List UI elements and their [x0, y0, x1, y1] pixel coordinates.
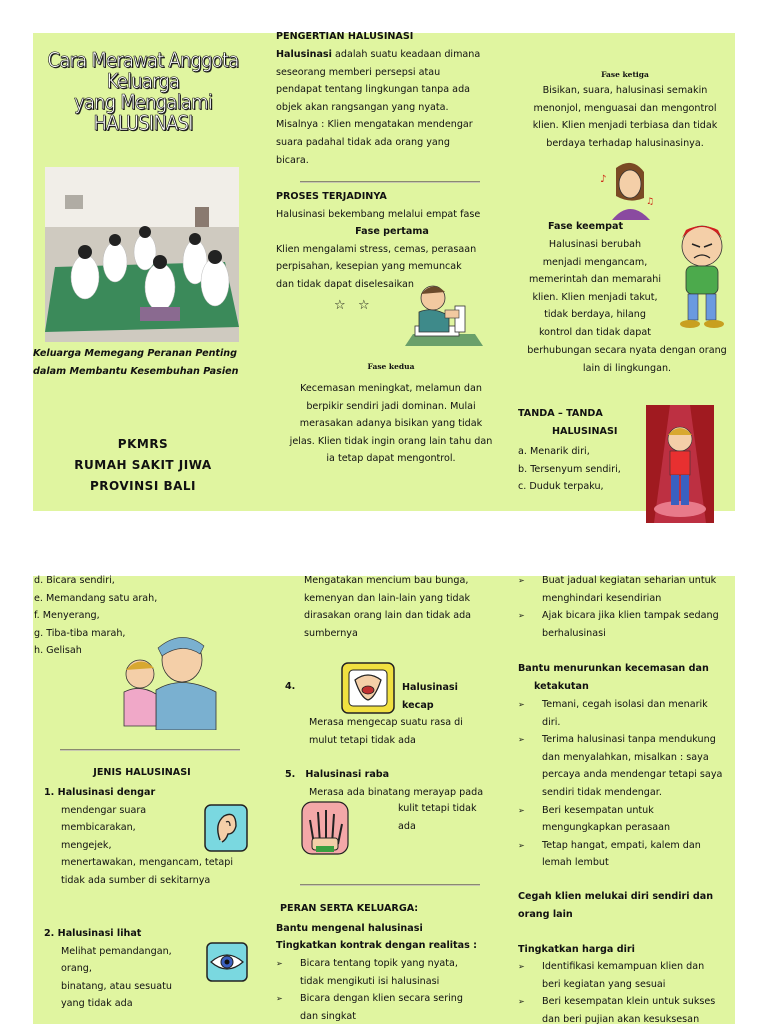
- pengertian-text: seseorang memberi persepsi atau: [276, 66, 441, 78]
- jenis-5-text: kulit tetapi tidak: [398, 803, 477, 814]
- pengertian-text: bicara.: [276, 154, 309, 166]
- fase4-text: klien. Klien menjadi takut,: [532, 291, 658, 303]
- cegah-heading: [518, 888, 740, 923]
- jenis-2-text: yang tidak ada: [61, 998, 133, 1010]
- org-line: PKMRS: [117, 437, 169, 451]
- fase4-text: Halusinasi berubah: [548, 239, 642, 250]
- pengertian-section: [276, 28, 506, 169]
- bullet-text: sendiri tidak mendengar.: [542, 786, 662, 798]
- peran-bullets-1: [276, 955, 506, 1025]
- fase2-text: merasakan adanya bisikan yang tidak: [299, 418, 483, 430]
- cover-title: [30, 50, 256, 134]
- jenis-2-text: binatang, atau sesuatu: [61, 980, 172, 992]
- fase3-text: Bisikan, suara, halusinasi semakin: [542, 85, 708, 96]
- bullet-text: berhalusinasi: [542, 627, 606, 639]
- angry-boy-illustration: [666, 216, 734, 330]
- bullet-text: percaya anda mendengar tetapi saya: [542, 769, 723, 781]
- tanda-item: e. Memandang satu arah,: [34, 592, 158, 604]
- bullet-text: ➢ Buat jadual kegiatan seharian untuk: [542, 575, 717, 586]
- fase2-text: ia tetap dapat mengontrol.: [326, 453, 456, 465]
- tagline-line: Keluarga Memegang Peranan Penting: [33, 348, 237, 359]
- proses-heading: PROSES TERJADINYA: [276, 191, 387, 202]
- tanda-heading-line: TANDA – TANDA: [518, 408, 603, 419]
- fase1-text: perpisahan, kesepian yang memuncak: [276, 261, 462, 273]
- peran-sub2: Tingkatkan kontrak dengan realitas :: [276, 940, 478, 951]
- fase4-text: memerintah dan memarahi: [528, 274, 662, 286]
- section-divider: [300, 181, 480, 183]
- fase1-text: Klien mengalami stress, cemas, perasaan: [276, 243, 477, 255]
- cemas-bullets: [518, 696, 740, 872]
- jenis-5-line1: Merasa ada binatang merayap pada: [309, 787, 484, 798]
- peran-bullet: [518, 572, 738, 607]
- tanda-item: c. Duduk terpaku,: [518, 481, 604, 493]
- tanda-list-top: [518, 443, 648, 496]
- cegah-heading-line: orang lain: [518, 908, 573, 920]
- jenis-3-text: Mengatakan mencium bau bunga,: [304, 575, 469, 586]
- fase4-section-wide: [516, 342, 738, 377]
- harga-bullet: [518, 958, 740, 993]
- jenis-5-section: [398, 800, 518, 835]
- cemas-bullet: [518, 837, 740, 872]
- bullet-text: ➢ Bicara dengan klien secara sering: [300, 993, 463, 1005]
- tanda-item: g. Tiba-tiba marah,: [34, 627, 126, 639]
- peran-bullet: [276, 990, 506, 1025]
- harga-bullets: [518, 958, 740, 1028]
- ear-icon: [204, 804, 248, 852]
- eye-icon: [206, 942, 248, 982]
- jenis-4-text: Merasa mengecap suatu rasa di: [309, 717, 463, 728]
- pengertian-text: objek akan rangsangan yang nyata.: [276, 101, 449, 113]
- cover-title-line: yang Mengalami: [73, 90, 213, 114]
- bullet-text: ➢ Identifikasi kemampuan klien dan: [542, 961, 705, 972]
- tagline-line: dalam Membantu Kesembuhan Pasien: [33, 366, 239, 377]
- jenis-1-text: membicarakan,: [61, 822, 136, 834]
- svg-text:♪: ♪: [600, 174, 607, 185]
- bullet-text: dan beri pujian akan kesuksesan: [542, 1013, 700, 1025]
- harga-heading: Tingkatkan harga diri: [518, 944, 635, 955]
- jenis-3-text: dirasakan orang lain dan tidak ada: [304, 610, 472, 622]
- jenis-5-title: 5. Halusinasi raba: [285, 769, 390, 780]
- pengertian-heading: PENGERTIAN HALUSINASI: [276, 31, 414, 42]
- jenis-1-text: mengejek,: [61, 839, 112, 851]
- cemas-bullet: [518, 731, 740, 801]
- fase4-text: lain di lingkungan.: [582, 362, 672, 374]
- fase2-section: [272, 380, 510, 468]
- fase4-text: kontrol dan tidak dapat: [538, 326, 652, 338]
- fase3-text: berdaya terhadap halusinasinya.: [546, 137, 704, 149]
- pengertian-text: adalah suatu keadaan dimana: [331, 49, 481, 60]
- mouth-taste-icon: [341, 662, 395, 714]
- cover-tagline: [33, 345, 253, 381]
- jenis-4-section: [309, 714, 509, 749]
- tanda-heading-line: HALUSINASI: [552, 425, 618, 437]
- sad-boy-in-spotlight-illustration: [646, 405, 714, 523]
- fase4-text: berhubungan secara nyata dengan orang: [527, 345, 727, 356]
- hearing-voices-woman-illustration: [598, 158, 662, 220]
- fase3-section: [518, 82, 732, 152]
- star-icons: ☆ ☆: [334, 298, 370, 313]
- fase4-section: [520, 236, 670, 342]
- tanda-item: d. Bicara sendiri,: [34, 575, 115, 586]
- pengertian-term: Halusinasi: [276, 49, 332, 60]
- tanda-item: a. Menarik diri,: [518, 446, 590, 457]
- section-divider: [60, 749, 240, 751]
- bullet-text: ➢ Tetap hangat, empati, kalem dan: [542, 839, 701, 851]
- jenis-3-text: sumbernya: [304, 627, 358, 639]
- bullet-text: lemah lembut: [542, 857, 609, 869]
- bullet-text: dan menyalahkan, misalkan : saya: [542, 751, 709, 763]
- fase2-text: berpikir sendiri jadi dominan. Mulai: [306, 400, 476, 412]
- peran-heading: PERAN SERTA KELUARGA:: [280, 903, 419, 914]
- jenis-2-title: 2. Halusinasi lihat: [44, 928, 142, 939]
- organization-name: [33, 434, 253, 497]
- bullet-text: menghindari kesendirian: [542, 592, 662, 604]
- bullet-text: diri.: [542, 716, 561, 728]
- peran-sub1: Bantu mengenal halusinasi: [276, 923, 423, 934]
- jenis-4-title-line: Halusinasi: [402, 682, 458, 693]
- section-divider: [300, 884, 480, 886]
- jenis-1-text: menertawakan, mengancam, tetapi: [61, 857, 234, 869]
- fase1-title: Fase pertama: [355, 226, 429, 238]
- peran-bullets-2: [518, 572, 738, 642]
- jenis-1-text: tidak ada sumber di sekitarnya: [61, 874, 211, 886]
- fase4-title: Fase keempat: [548, 221, 624, 232]
- jenis-1-title: 1. Halusinasi dengar: [44, 787, 156, 798]
- jenis-4-number: 4.: [285, 681, 296, 692]
- cemas-bullet: [518, 802, 740, 837]
- tanda-item: b. Tersenyum sendiri,: [518, 463, 621, 475]
- pengertian-text: suara padahal tidak ada orang yang: [276, 136, 450, 148]
- peran-bullet: [276, 955, 506, 990]
- cegah-heading-line: Cegah klien melukai diri sendiri dan: [518, 891, 714, 902]
- fase4-text: menjadi mengancam,: [542, 256, 648, 268]
- pengertian-line-first: [276, 46, 506, 64]
- fase2-title: Fase kedua: [367, 362, 415, 371]
- jenis-2-text: Melihat pemandangan,: [61, 945, 172, 957]
- jenis-4-title-line: kecap: [402, 699, 434, 711]
- bullet-text: ➢ Terima halusinasi tanpa mendukung: [542, 734, 716, 746]
- tanda-heading: [518, 405, 638, 440]
- bullet-text: beri kegiatan yang sesuai: [542, 978, 666, 990]
- fase2-text: jelas. Klien tidak ingin orang lain tahu dan: [289, 435, 493, 447]
- fase3-text: klien. Klien menjadi terbiasa dan tidak: [532, 120, 718, 132]
- bullet-text: dan singkat: [300, 1010, 356, 1022]
- doctor-and-child-illustration: [112, 630, 218, 730]
- fase3-text: menonjol, menguasai dan mengontrol: [533, 102, 717, 114]
- cemas-heading-line: Bantu menurunkan kecemasan dan: [518, 663, 709, 674]
- cemas-heading-line: ketakutan: [534, 680, 589, 692]
- cemas-heading: [518, 660, 738, 695]
- tanda-item: h. Gelisah: [34, 645, 82, 657]
- org-line: RUMAH SAKIT JIWA: [74, 458, 212, 472]
- fase1-text: dan tidak dapat diselesaikan: [276, 278, 414, 290]
- org-line: PROVINSI BALI: [89, 479, 197, 493]
- fase3-title: Fase ketiga: [601, 70, 649, 79]
- family-group-photo: [45, 167, 239, 342]
- cover-title-line: HALUSINASI: [93, 111, 193, 135]
- jenis-4-title: [402, 679, 458, 714]
- bullet-text: mengungkapkan perasaan: [542, 822, 671, 834]
- fase4-text: tidak berdaya, hilang: [544, 309, 646, 321]
- bullet-text: ➢ Ajak bicara jika klien tampak sedang: [542, 610, 719, 622]
- bullet-text: tidak mengikuti isi halusinasi: [300, 975, 440, 987]
- pengertian-text: pendapat tentang lingkungan tanpa ada: [276, 84, 471, 96]
- jenis-4-text: mulut tetapi tidak ada: [309, 734, 416, 746]
- cover-title-line: Cara Merawat Anggota Keluarga: [47, 48, 239, 93]
- bullet-text: ➢ Temani, cegah isolasi dan menarik: [542, 699, 708, 710]
- cemas-bullet: [518, 696, 740, 731]
- harga-bullet: [518, 993, 740, 1028]
- jenis-1-text: mendengar suara: [61, 804, 147, 816]
- jenis-5-text: ada: [398, 820, 416, 832]
- jenis-3-text: kemenyan dan lain-lain yang tidak: [304, 592, 471, 604]
- jenis-heading: JENIS HALUSINASI: [93, 767, 191, 778]
- bullet-text: ➢ Bicara tentang topik yang nyata,: [300, 958, 458, 969]
- svg-text:♫: ♫: [646, 197, 655, 207]
- stressed-man-at-desk-illustration: [405, 276, 483, 352]
- bullet-text: ➢ Beri kesempatan klein untuk sukses: [542, 996, 716, 1008]
- fase2-text: Kecemasan meningkat, melamun dan: [300, 383, 482, 394]
- proses-intro: Halusinasi bekembang melalui empat fase: [276, 208, 481, 220]
- jenis-3-section: [304, 572, 514, 642]
- tanda-item: f. Menyerang,: [34, 610, 100, 622]
- bullet-text: ➢ Beri kesempatan untuk: [542, 804, 654, 816]
- jenis-2-text: orang,: [61, 963, 92, 975]
- peran-bullet: [518, 607, 738, 642]
- hand-touch-icon: [300, 800, 350, 856]
- pengertian-text: Misalnya : Klien mengatakan mendengar: [276, 119, 473, 131]
